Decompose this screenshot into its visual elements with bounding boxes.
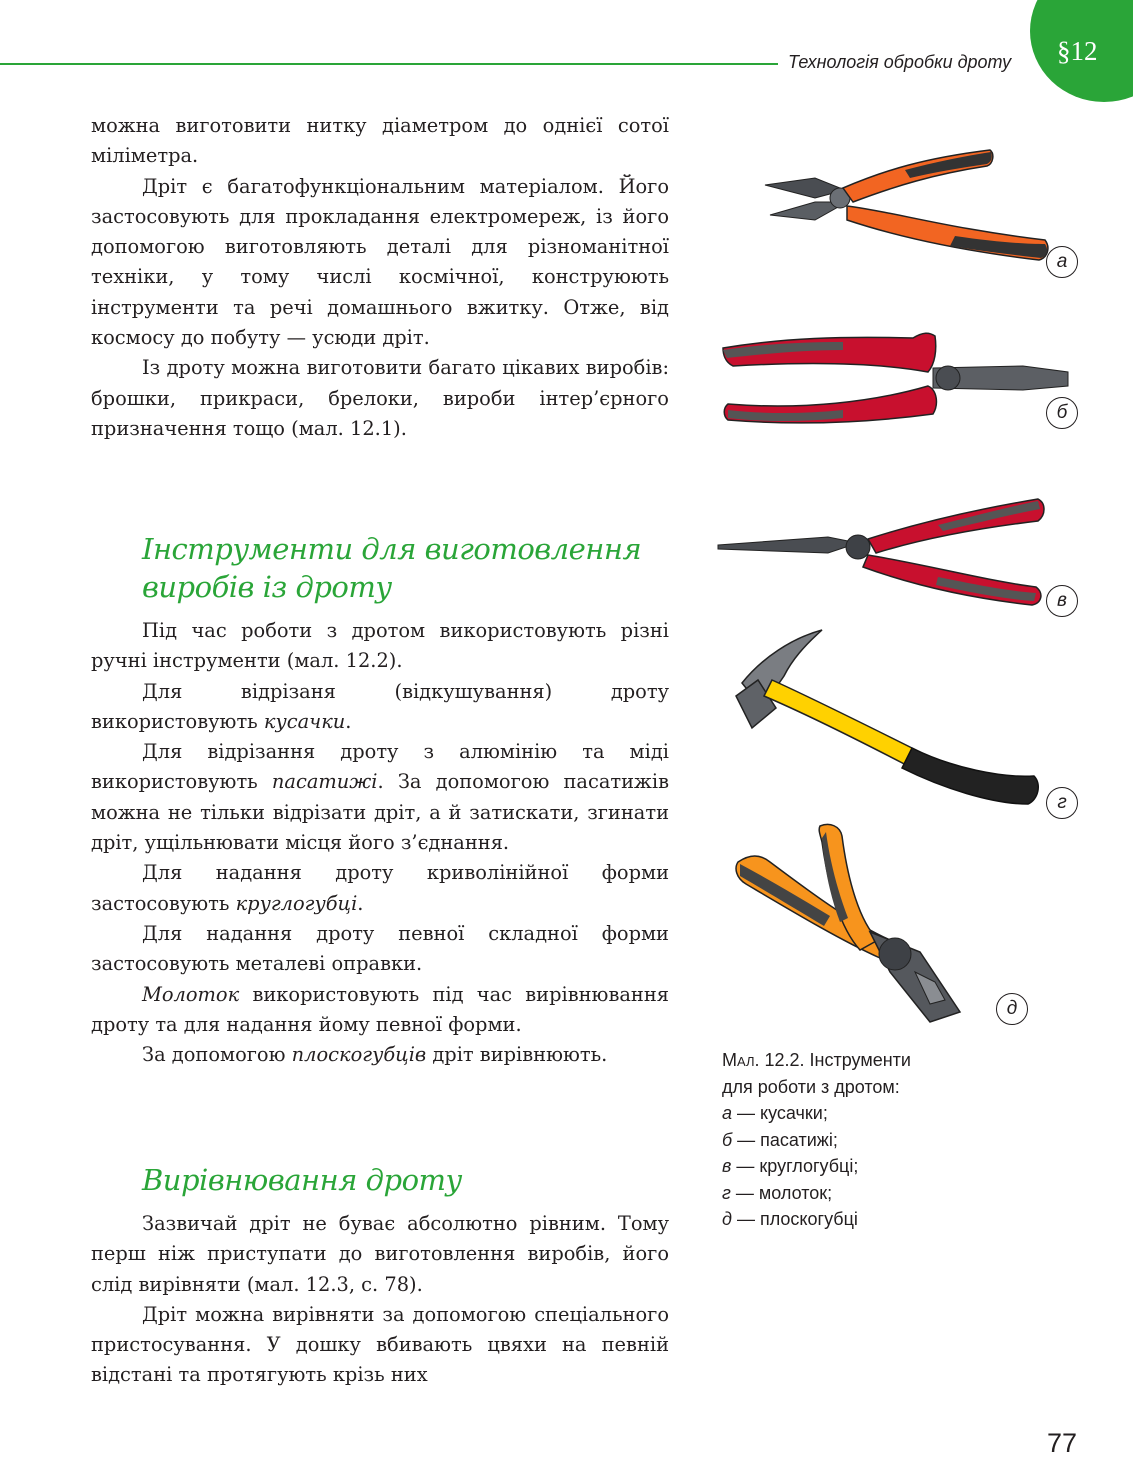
- paragraph: Для надання дроту криволінійної форми застосовують круглогубці.: [91, 861, 669, 915]
- round-nose-pliers-image: [718, 495, 1048, 605]
- caption-item: а — кусачки;: [722, 1103, 828, 1123]
- tools-text: [91, 616, 669, 1070]
- running-head: Технологія обробки дроту: [788, 52, 1012, 72]
- straightening-text: [91, 1209, 669, 1391]
- term-hammer: Молоток: [142, 982, 240, 1006]
- section-heading-tools: [142, 530, 641, 606]
- term-round-nose: круглогубці: [235, 891, 358, 915]
- paragraph: Під час роботи з дротом використовують різні ручні інструменти (мал. 12.2).: [91, 619, 669, 673]
- paragraph: можна виготовити нитку діаметром до однієї сотої міліметра.: [91, 114, 669, 168]
- section-heading-straightening: Вирівнювання дроту: [142, 1163, 462, 1197]
- paragraph: Для відрізаня (відкушування) дроту використовують кусачки.: [91, 679, 669, 733]
- caption-title: Мал. 12.2. Інструменти: [722, 1050, 911, 1070]
- side-cutters-image: [755, 140, 1055, 270]
- figure-label-d: д: [996, 993, 1028, 1025]
- paragraph: Дріт є багатофункціональним матеріалом. Його застосовують для прокладання електромереж, із його допомогою виготовляють деталі для різноманітної техніки, у тому числі космічної, конструюють інструменти та речі домашнього вжитку. Отже, від космосу до побуту — усюди дріт.: [91, 174, 669, 350]
- term-cutters: кусачки: [263, 709, 346, 733]
- figure-label-v: в: [1046, 585, 1078, 617]
- caption-item: б — пасатижі;: [722, 1129, 838, 1150]
- figure-caption: [722, 1047, 952, 1233]
- paragraph: За допомогою плоскогубців дріт вирівнюють.: [142, 1043, 608, 1067]
- combination-pliers-image: [723, 328, 1068, 428]
- caption-item: г — молоток;: [722, 1182, 833, 1203]
- intro-text: [91, 111, 669, 444]
- page-number: 77: [1047, 1428, 1078, 1458]
- paragraph: Для відрізання дроту з алюмінію та міді використовують пасатижі. За допомогою пасатижів можна не тільки відрізати дріт, а й затискати, згинати дріт, ущільнювати місця його з’єднання.: [91, 740, 670, 855]
- header-rule: [0, 63, 778, 65]
- figure-label-g: г: [1046, 787, 1078, 819]
- paragraph: Зазвичай дріт не буває абсолютно рівним. Тому перш ніж приступати до виготовлення виробів, його слід вирівняти (мал. 12.3, с. 78).: [91, 1212, 669, 1296]
- paragraph: Із дроту можна виготовити багато цікавих виробів: брошки, прикраси, брелоки, вироби інтер’єрного призначення тощо (мал. 12.1).: [91, 356, 669, 440]
- section-number: §12: [1057, 36, 1098, 66]
- heading-line: виробів із дроту: [142, 570, 392, 604]
- paragraph: Для надання дроту певної складної форми застосовують металеві оправки.: [91, 921, 669, 976]
- term-pliers: пасатижі: [271, 770, 378, 794]
- paragraph: Дріт можна вирівняти за допомогою спеціального пристосування. У дошку вбивають цвяхи на певній відстані та протягують крізь них: [91, 1302, 669, 1387]
- figure-label-b: б: [1046, 397, 1078, 429]
- caption-item: д — плоскогубці: [722, 1209, 858, 1229]
- flat-nose-pliers-image: [730, 822, 960, 1022]
- hammer-image: [722, 628, 1042, 808]
- caption-item: в — круглогубці;: [722, 1156, 859, 1176]
- paragraph: Молоток використовують під час вирівнювання дроту та для надання йому певної форми.: [91, 982, 669, 1036]
- figure-label-a: а: [1046, 246, 1078, 278]
- caption-line: для роботи з дротом:: [722, 1076, 900, 1097]
- term-flat-nose: плоскогубців: [291, 1043, 427, 1067]
- heading-line: Інструменти для виготовлення: [142, 532, 642, 566]
